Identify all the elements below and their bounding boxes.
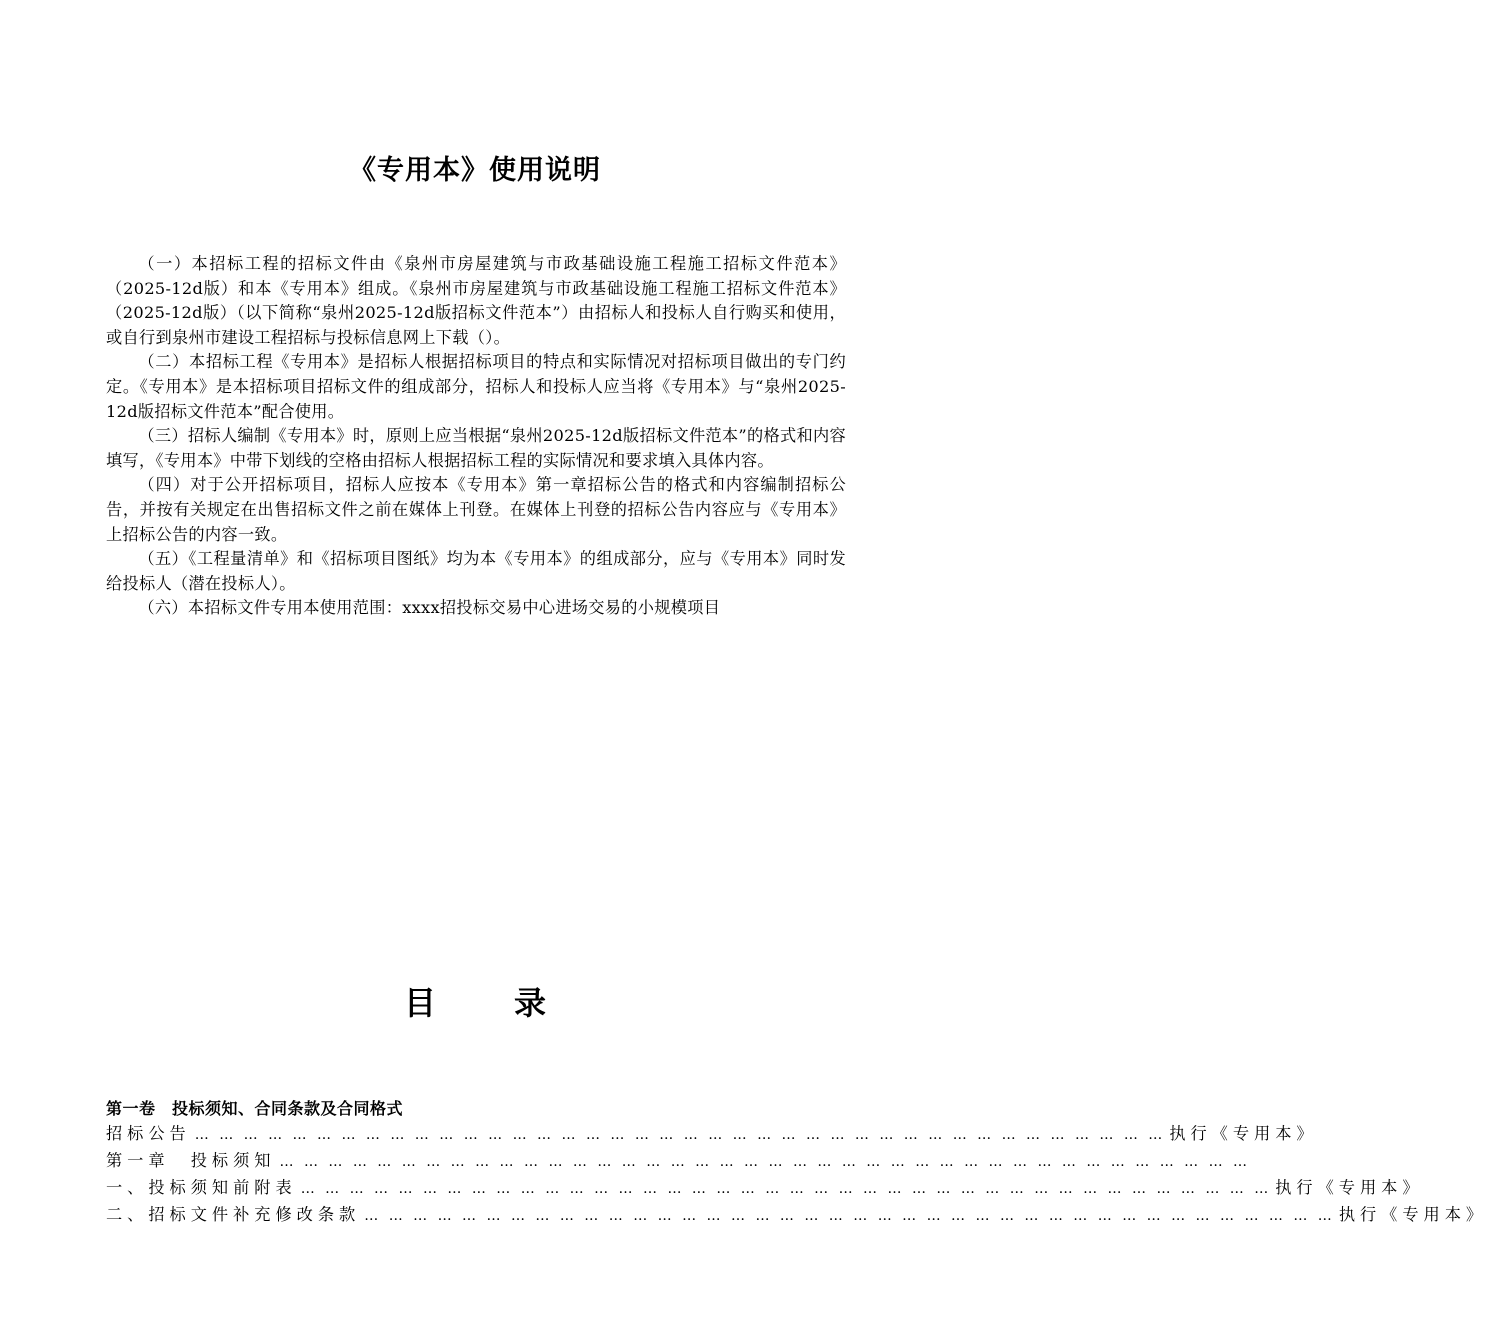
toc-entry-label: 招标公告 <box>106 1124 191 1143</box>
instruction-paragraph: （五）《工程量清单》和《招标项目图纸》均为本《专用本》的组成部分，应与《专用本》同时发给投标人（潜在投标人）。 <box>106 549 846 593</box>
instruction-paragraph: （一）本招标工程的招标文件由《泉州市房屋建筑与市政基础设施工程施工招标文件范本》（2025-12d版）和本《专用本》组成。《泉州市房屋建筑与市政基础设施工程施工招标文件范本》（2025-12d版）（以下简称“泉州2025-12d版招标文件范本”）由招标人和投标人自行购买和使用，或自行到泉州市建设工程招标与投标信息网上下载（）。 <box>106 254 846 347</box>
toc-entry-label: 第一章 投标须知 <box>106 1151 276 1170</box>
toc-dot-leader: … … … … … … … … … … … … … … … … … … … … … … … … … … … … … … … … … … … … … … … … <box>364 1208 1335 1224</box>
toc-title <box>0 978 950 1024</box>
page-title: 《专用本》使用说明 <box>349 155 601 186</box>
toc-entry-label: 二、招标文件补充修改条款 <box>106 1205 361 1224</box>
toc-title-char: 目 <box>403 984 436 1022</box>
toc-entry[interactable] <box>106 1202 1487 1229</box>
toc-volume-heading: 第一卷 投标须知、合同条款及合同格式 <box>106 1099 404 1118</box>
toc-entry[interactable] <box>106 1175 1424 1202</box>
table-of-contents <box>106 1096 1487 1229</box>
toc-entry[interactable] <box>106 1148 1251 1175</box>
instruction-paragraph: （二）本招标工程《专用本》是招标人根据招标项目的特点和实际情况对招标项目做出的专门约定。《专用本》是本招标项目招标文件的组成部分，招标人和投标人应当将《专用本》与“泉州2025-12d版招标文件范本”配合使用。 <box>106 352 846 421</box>
instruction-paragraph: （四）对于公开招标项目，招标人应按本《专用本》第一章招标公告的格式和内容编制招标公告，并按有关规定在出售招标文件之前在媒体上刊登。在媒体上刊登的招标公告内容应与《专用本》上招标公告的内容一致。 <box>106 475 846 544</box>
toc-entry-label: 一、投标须知前附表 <box>106 1178 297 1197</box>
toc-entry-target: 执行《专用本》 <box>1169 1124 1318 1143</box>
toc-title-char: 录 <box>514 984 547 1022</box>
instruction-paragraph: （三）招标人编制《专用本》时，原则上应当根据“泉州2025-12d版招标文件范本”的格式和内容填写，《专用本》中带下划线的空格由招标人根据招标工程的实际情况和要求填入具体内容。 <box>106 426 846 470</box>
toc-dot-leader: … … … … … … … … … … … … … … … … … … … … … … … … … … … … … … … … … … … … … … … … <box>279 1154 1251 1170</box>
toc-entry-target: 执行《专用本》 <box>1275 1178 1424 1197</box>
toc-dot-leader: … … … … … … … … … … … … … … … … … … … … … … … … … … … … … … … … … … … … … … … … <box>300 1181 1272 1197</box>
toc-dot-leader: … … … … … … … … … … … … … … … … … … … … … … … … … … … … … … … … … … … … … … … … <box>194 1127 1166 1143</box>
instructions-body <box>106 252 846 621</box>
toc-entry-target: 执行《专用本》 <box>1338 1205 1487 1224</box>
instruction-paragraph: （六）本招标文件专用本使用范围：xxxx招投标交易中心进场交易的小规模项目 <box>138 598 721 618</box>
toc-entry[interactable] <box>106 1121 1318 1148</box>
